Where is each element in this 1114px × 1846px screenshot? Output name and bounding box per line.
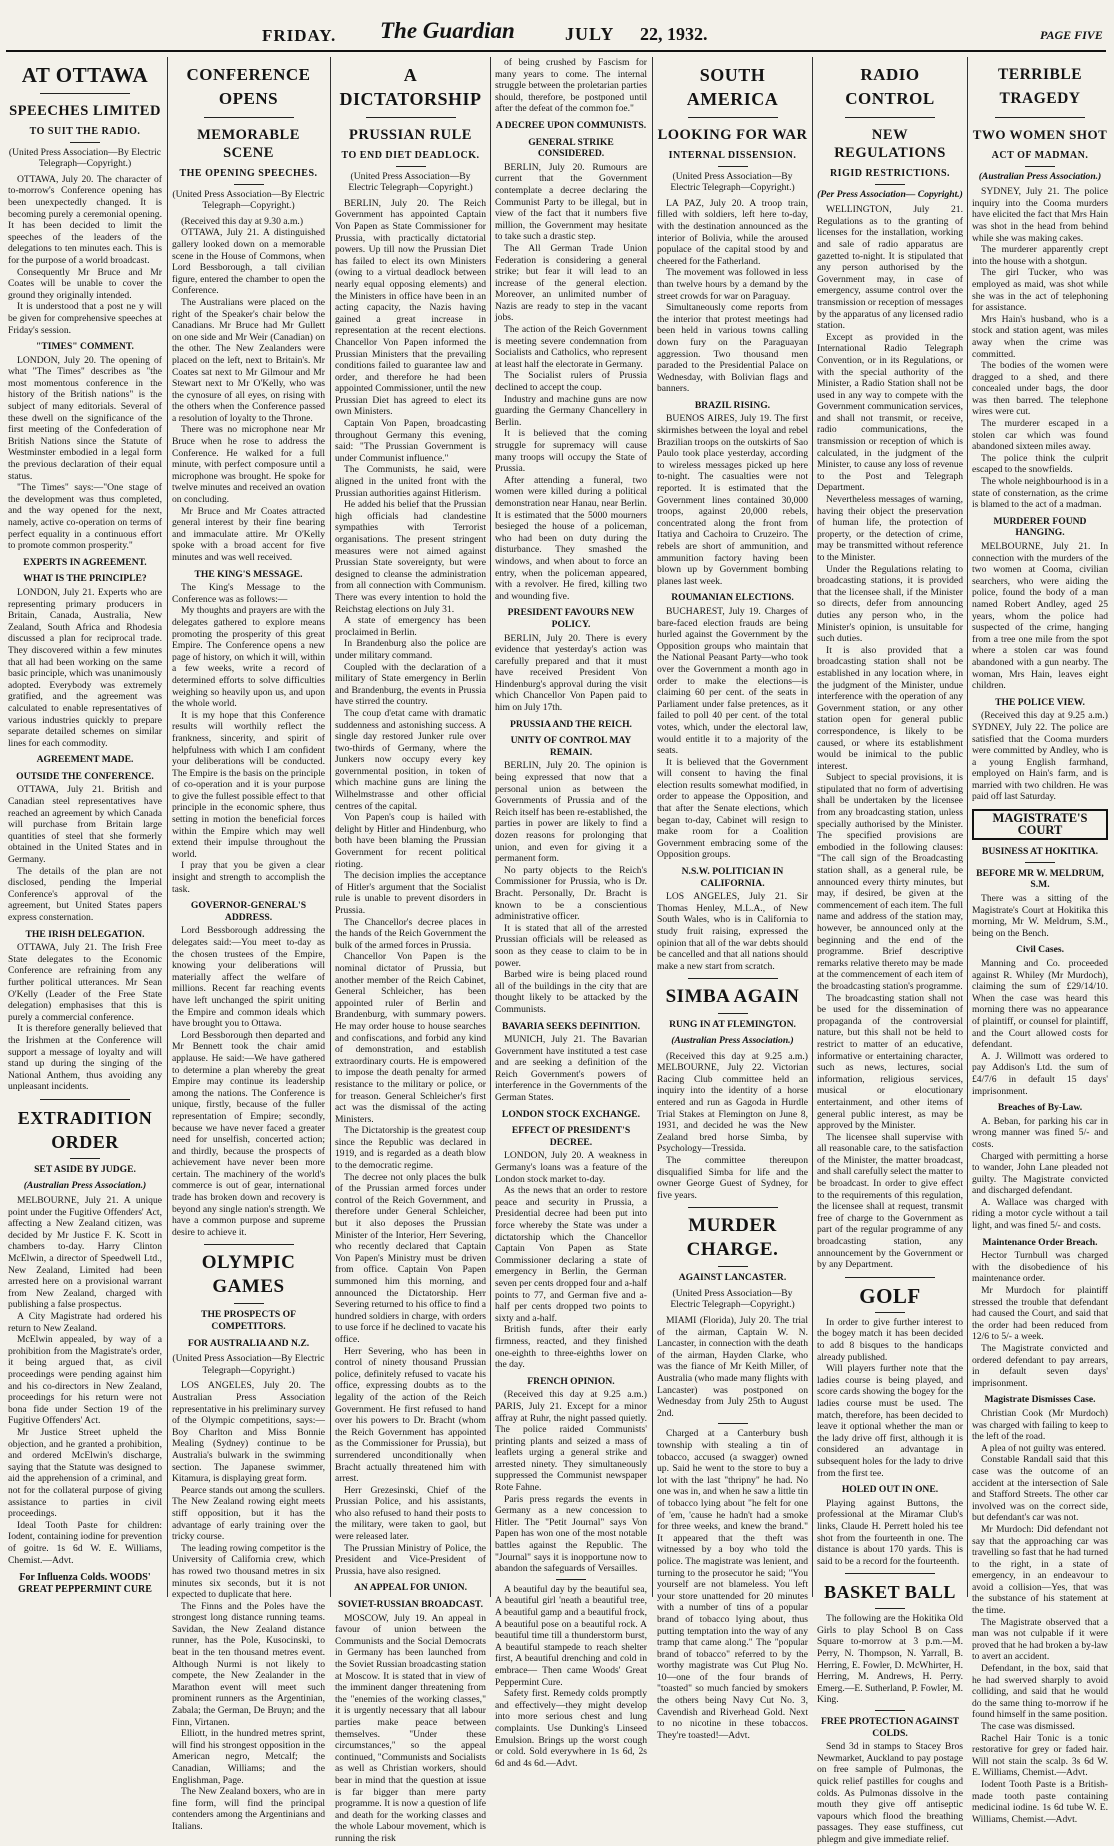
article-paragraph: The following are the Hokitika Old Girls to play School B on Cass Square to-morrow at 3 p.m.—M. Perry, N. Thompson, N. Yarrall, B. Herring, E. Fowler, D. McWhirter, H. Herring, M. Andrews, H. Perry. Emerg.—E. Sutherland, P. Fowler, M. King. [817, 1613, 963, 1706]
article-paragraph: Paris press regards the events in Germany as a new concession to Hitler. The "Petit Journal" says Von Papen has won one of the most notable battles against the Republic. The "Journal" says it is inopportune now to abandon the safeguards of Versailles. [495, 1493, 647, 1575]
divider [845, 1573, 935, 1574]
headline-terrible-tragedy: TERRIBLE TRAGEDY [997, 66, 1083, 107]
article-paragraph: Hector Turnbull was charged with the disobedience of his maintenance order. [972, 1250, 1108, 1285]
article-paragraph: I pray that you be given a clear insight and strength to accomplish the task. [172, 860, 325, 895]
source-line: (Australian Press Association.) [671, 1034, 794, 1046]
subhead: LONDON STOCK EXCHANGE. [501, 1108, 641, 1120]
article-paragraph: BERLIN, July 20. There is every evidence that yesterday's action was carefully prepared and that it must have received President Von Hindenburg's approval during the visit which Chancellor Von Papen paid to him on July 17th. [495, 632, 647, 714]
article-paragraph: The whole neighbourhood is in a state of consternation, as the crime is blamed to the act of a madman. [972, 476, 1108, 511]
subhead: THE OPENING SPEECHES. [179, 168, 318, 179]
divider [688, 978, 778, 979]
divider [718, 1266, 748, 1267]
article-paragraph: Simultaneously come reports from the interior that protest meetings had been held in various towns calling down fury on the Paraguayan aggression. Two thousand men paraded to the Presidential Palace on Wednesday, with Bolivian flags and banners. [657, 302, 808, 395]
article-paragraph: BERLIN, July 20. The Reich Government has appointed Captain Von Papen as State Commissioner for Prussia, with practically dictatorial powers. Up till now the Prussian Diet has failed to elect its own Ministers (owing to a virtual deadlock between nearly equal opposing elements) and the Ministers in office have been in an acting capacity, the Nazis having gained a great increase in representation at the recent elections. Chancellor Von Papen informed the Prussian Ministers that the prevailing conditions failed to guarantee law and order, and therefore he had been appointed Commissioner, until the new Prussian Diet has agreed to elect its own Ministers. [335, 197, 486, 418]
article-paragraph: The committee thereupon disqualified Simba for life and the owner George Guest of Sydney, for five years. [657, 1154, 808, 1201]
divider [995, 117, 1085, 118]
advertisement: Ideal Tooth Paste for children: Iodent, containing iodine for prevention of goitre. 1s 6d W. E. Williams, Chemist.—Advt. [8, 1519, 162, 1566]
article-paragraph: Mr Justice Street upheld the objection, and he granted a prohibition, and ordered McElwin's discharge, saying that the Statute was designed to aid the apprehension of a criminal, and not for the collateral purpose of giving assistance to parties in civil proceedings. [8, 1426, 162, 1520]
article-paragraph: The police think the culprit escaped to the snowfields. [972, 452, 1108, 476]
divider [234, 184, 264, 185]
article-paragraph: Christian Cook (Mr Murdoch) was charged with failing to keep to the left of the road. [972, 1407, 1108, 1443]
article-paragraph: Subject to special provisions, it is stipulated that no form of advertising shall be undertaken by the licensee from any broadcasting station, unless specially authorised by the Minister. The specified provisions are embodied in the following clauses: "The call sign of the Broadcasting station shall, as a general rule, be announced every thirty minutes, but may, if desired, be given at the commencement of each item. The full name and address of the station may, however, be announced only at the beginning and the end of the programme. Brief descriptive remarks relative thereto may be made at the commencement of each item of the broadcasting station's programme. [817, 772, 963, 992]
article-paragraph: MOSCOW, July 19. An appeal in favour of union between the Communists and the Social Democrats in Germany has been launched from the Soviet Russian broadcasting station at Moscow. It is stated that in view of the imminent danger threatening from the "enemies of the working classes," it is urgently necessary that all labour parties make peace between themselves. "Under these circumstances," so the appeal continued, "Communists and Socialists as well as Christian workers, should bear in mind that the question at issue is far bigger than mere party programme. It is now a question of life and death for the working classes and the whole Labour movement, which is running the risk [335, 1612, 486, 1844]
divider [875, 184, 905, 185]
divider [845, 1277, 935, 1278]
source-line: (United Press Association—By Electric Telegraph—Copyright.) [670, 170, 795, 194]
article-paragraph: Herr Severing, who has been in control of ninety thousand Prussian police, definitely refused to vacate his office, expressing doubts as to the legality of the action of the Reich Government. He first refused to hand over his powers to Dr. Bracht (whom the Reich Government has appointed as the Commissioner for Prussia), but surrendered unconditionally when Bracht actually threatened him with arrest. [335, 1345, 486, 1485]
article-paragraph: There was a sitting of the Magistrate's Court at Hokitika this morning, Mr W. Meldrum, S.M., being on the Bench. [972, 893, 1108, 939]
article-paragraph: The decision implies the acceptance of Hitler's argument that the Socialist rule is unable to prevent disorders in Prussia. [335, 870, 486, 916]
headline-extradition-order: EXTRADITION ORDER [17, 1107, 153, 1152]
subhead: GOVERNOR-GENERAL'S ADDRESS. [190, 900, 307, 923]
article-paragraph: It is also provided that a broadcasting station shall not be established in any location where, in the judgment of the Minister, undue interference with the operation of any Government station, or any other station open for general public correspondence, is likely to be caused, or where its establishment would be inimical to the public interest. [817, 644, 963, 772]
article-paragraph: A. Beban, for parking his car in wrong manner was fined 5/- and costs. [972, 1115, 1108, 1150]
subhead: SET ASIDE BY JUDGE. [34, 1163, 136, 1175]
article-paragraph: The Socialist rulers of Prussia declined to accept the coup. [495, 370, 647, 394]
article-paragraph: OTTAWA, July 21. The Irish Free State delegates to the Economic Conference are refraining from any further political utterances. Mr Sean O'Kelly (Leader of the Free State delegation) emphasises that this is purely a commercial conference. [8, 942, 162, 1023]
advertisement: For Influenza Colds. WOODS' GREAT PEPPERMINT CURE [18, 1572, 152, 1595]
subhead: NEW REGULATIONS [834, 127, 946, 161]
column-7 [972, 57, 1108, 1825]
masthead-month: JULY [565, 24, 615, 44]
article-paragraph: Under the Regulations relating to broadcasting stations, it is provided that the licensee shall, if the Minister so directs, defer from announcing duties any person who, in the Minister's opinion, is unsuitable for such duties. [817, 563, 963, 645]
article-paragraph: The Communists, he said, were aligned in the united front with the Prussian authorities against Hitlerism. [335, 464, 486, 499]
divider [875, 1312, 905, 1313]
headline-south-america: SOUTH AMERICA [686, 65, 779, 109]
divider [845, 117, 935, 118]
masthead-day: FRIDAY. [262, 26, 337, 45]
column-1 [8, 57, 162, 1597]
subhead: BRAZIL RISING. [694, 399, 771, 411]
article-paragraph: MELBOURNE, July 21. A unique point under the Fugitive Offenders' Act, affecting a New Zealand citizen, was decided by Mr Justice F. K. Scott in chambers to-day. Harry Clinton McElwin, a director of Speedwell Ltd., New Zealand, Limited had been arrested here on a provisional warrant from New Zealand, charged with publishing a false prospectus. [8, 1195, 162, 1311]
article-paragraph: Captain Von Papen, broadcasting throughout Germany this evening, said: "The Prussian Government is under Communist influence." [335, 418, 486, 464]
divider [1025, 862, 1055, 863]
divider [875, 1710, 905, 1711]
article-paragraph: Manning and Co. proceeded against R. Whiley (Mr Murdoch), claiming the sum of £29/14/10. When the case was heard this morning there was no appearance of plaintiff, or counsel for plaintiff, and the Court allowed costs for defendant. [972, 958, 1108, 1051]
article-paragraph: Coupled with the declaration of a military of State emergency in Berlin and Brandenburg, the events in Prussia have stirred the country. [335, 661, 486, 708]
article-paragraph: Chancellor Von Papen is the nominal dictator of Prussia, but another member of the Reich Cabinet, General Schleicher, has been appointed ruler of Berlin and Brandenburg, with summary powers. He may order house to house searches and confiscations, and forbid any kind of demonstration, and establish extraordinary courts. He is empowered to impose the death penalty for armed resistance to the military or police, or for treason. General Schleicher's first act was the dismissal of the acting Ministers. [335, 951, 486, 1125]
article-paragraph: Lord Bessborough addressing the delegates said:—You meet to-day as the chosen trustees of the Empire, knowing your deliberations will materially affect the welfare of millions. Recent far reaching events have left unchanged the spirit uniting the Empire and common ideals which have brought you to Ottawa. [172, 925, 325, 1030]
divider [40, 1099, 130, 1100]
subhead: TO END DIET DEADLOCK. [341, 150, 480, 161]
article-paragraph: Elliott, in the hundred metres sprint, will find his strongest opposition in the American negro, Metcalf; the Canadian, Williams; and the Englishman, Page. [172, 1728, 325, 1786]
article-paragraph: No party objects to the Reich's Commissioner for Prussia, who is Dr. Bracht. Personally, Dr. Bracht is known to be a conscientious administrative officer. [495, 864, 647, 923]
article-paragraph: MUNICH, July 21. The Bavarian Government have instituted a test case and are seeking a definition of the Reich Government's powers of interference in the Governments of the German States. [495, 1034, 647, 1104]
column-divider [652, 57, 653, 1597]
article-paragraph: Nevertheless messages of warning, having their object the preservation of human life, the protection of property, or the detection of crime, may be transmitted without reference to the Minister. [817, 494, 963, 563]
divider [556, 1579, 586, 1580]
article-paragraph: A. Wallace was charged with riding a motor cycle without a tail light, and was fined 5/- and costs. [972, 1196, 1108, 1232]
article-paragraph: LOS ANGELES, July 21. Sir Thomas Henley, M.L.A., of New South Wales, who is in California to study fruit raising, expressed the opinion that all of the war debts should be cancelled and that all nations should make a new start from scratch. [657, 891, 808, 972]
article-paragraph: The All German Trade Union Federation is considering a general strike; but fear it will lead to an increase of the general election. Moreover, an unlimited number of Nazis are ready to step in the vacant jobs. [495, 242, 647, 324]
subhead: AGAINST LANCASTER. [678, 1272, 787, 1284]
article-paragraph: MIAMI (Florida), July 20. The trial of the airman, Captain W. N. Lancaster, in connection with the death of the airman, Hayden Clarke, who was the fiance of Mr Keith Miller, of Australia (who made many flights with Lancaster) was postponed on Wednesday from July 25th to August 2nd. [657, 1315, 808, 1419]
masthead-newspaper-name: The Guardian [380, 18, 515, 43]
article-paragraph: It is stated that all of the arrested Prussian officials will be released as soon as they cease to claim to be in power. [495, 922, 647, 969]
subhead: ACT OF MADMAN. [991, 150, 1089, 161]
subhead: WHAT IS THE PRINCIPLE? [23, 573, 147, 585]
divider [40, 93, 130, 94]
subhead: PRUSSIA AND THE REICH. [510, 718, 632, 730]
subhead: MURDERER FOUND HANGING. [993, 515, 1087, 539]
headline-magistrates-court: MAGISTRATE'S COURT [972, 809, 1108, 840]
advertisement: Iodent Tooth Paste is a British-made tooth paste containing medicinal iodine. 1s 6d tube W. E. Williams, Chemist.—Advt. [972, 1778, 1108, 1825]
article-paragraph: The action of the Reich Government is meeting severe condemnation from Socialists and Catholics, who represent at least half the electorate in Germany. [495, 324, 647, 370]
divider [718, 1423, 748, 1424]
masthead-rule [6, 50, 1106, 52]
source-line: (United Press Association—By Electric Telegraph—Copyright.) [172, 1353, 325, 1376]
subhead: A DECREE UPON COMMUNISTS. [495, 119, 647, 131]
article-paragraph: SYDNEY, July 21. The police inquiry into the Cooma murders have elicited the fact that Mrs Hain was shot in the head from behind while she was making cakes. [972, 186, 1108, 244]
divider [1025, 166, 1055, 167]
headline-olympic-games: OLYMPIC GAMES [201, 1252, 296, 1298]
headline-at-ottawa: AT OTTAWA [21, 63, 149, 87]
article-paragraph: The girl Tucker, who was employed as maid, was shot while she was in the act of telephoning for assistance. [972, 267, 1108, 314]
subhead: TWO WOMEN SHOT [972, 127, 1108, 142]
divider [396, 166, 426, 167]
subhead: BUSINESS AT HOKITIKA. [981, 846, 1099, 858]
subhead: TO SUIT THE RADIO. [29, 126, 141, 137]
article-paragraph: OTTAWA, July 21. A distinguished gallery looked down on a memorable scene in the House of Commons, when Lord Bessborough, a tall civilian figure, entered the chamber to open the Conference. [172, 227, 325, 297]
headline-a-dictatorship: A DICTATORSHIP [339, 65, 482, 109]
article-paragraph: BUENOS AIRES, July 19. The first skirmishes between the loyal and rebel Brazilian troops on the outskirts of Sao Paulo took place yesterday, according to wireless messages picked up here to-night. The casualties were not reported. It is estimated that the Government lines contained 30,000 troops, against 20,000 rebels, concentrated along the front from Itatiya and Cachoira to Cruzeiro. The rebels are short of ammunition, and ammunition factory having been blown up by Government bombing planes last week. [657, 413, 808, 587]
article-paragraph: A. J. Willmott was ordered to pay Addison's Ltd. the sum of £4/7/6 in default 15 days' imprisonment. [972, 1050, 1108, 1097]
column-divider [167, 57, 168, 1597]
article-paragraph: He added his belief that the Prussian high officials had clandestine sympathies with Terrorist organisations. The present stringent measures were not aimed against Prussian State sovereignty, but were designed to cleanse the administration from all connection with Communism. There was every intention to hold the Reichstag elections on July 31. [335, 499, 486, 615]
article-paragraph: It is my hope that this Conference results will worthily reflect the frankness, sincerity, and spirit of helpfulness with which I am confident your deliberations will be conducted. The Empire is the basis on the principle of co-operation and it is your purpose to give the fullest possible effect to that principle in the economic sphere, thus setting in motion the beneficial forces within the Empire which may well extend their impulse throughout the world. [172, 709, 325, 860]
article-paragraph: The Australians were placed on the right of the Speaker's chair below the Canadians. Mr Bruce had Mr Gullett on one side and Mr Weir (Canadian) on the other. The New Zealanders were placed on the left, next to Britain's. Mr Coates sat next to Mr Gilmour and Mr Stewart next to Mr O'Kelly, who was the cynosure of all eyes, on rising with the others when the Conference passed a resolution of loyalty to the Throne. [172, 296, 325, 424]
article-paragraph: The Magistrate observed that a man was not culpable if it were proved that he had broken a by-law to avert an accident. [972, 1616, 1108, 1663]
article-paragraph: The murderer escaped in a stolen car which was found abandoned sixteen miles away. [972, 418, 1108, 453]
article-paragraph: Von Papen's coup is hailed with delight by Hitler and Hindenburg, who both have been blaming the Prussian Government for recent political rioting. [335, 812, 486, 870]
article-paragraph: Consequently Mr Bruce and Mr Coates will be unable to cover the ground they originally intended. [8, 266, 162, 301]
article-paragraph: LONDON, July 20. The opening of what "The Times" describes as "the most momentous conference in the history of the British nations" is the subject of many editorials. Several of these dwell on the significance of the first meeting of the Confederation of British Nations since the Statute of Westminster embodied in a legal form the previous declaration of their equal status. [8, 354, 162, 482]
article-paragraph: A plea of not guilty was entered. [981, 1442, 1106, 1454]
source-line: (United Press Association—By Electric Telegraph—Copyright.) [8, 146, 162, 170]
subhead: Maintenance Order Breach. [982, 1236, 1098, 1248]
article-paragraph: Mr Bruce and Mr Coates attracted general interest by their fine bearing and immaculate attire. Mr O'Kelly spoke with a broad accent for five minutes and was well received. [172, 505, 325, 563]
article-paragraph: The movement was followed in less than twelve hours by a demand by the street crowds for war on Paraguay. [657, 267, 808, 302]
article-paragraph: LONDON, July 21. Experts who are representing primary producers in Britain, Canada, Australia, New Zealand, South Africa and Rhodesia discussed a plan for reciprocal trade. They discovered within a few minutes that all had been working on the same basic principle, which was unanimously adopted. Everybody was extremely gratified, and the agreement was calculated to enable representatives of various industries quickly to prepare separate detailed schemes on similar lines for each commodity. [8, 586, 162, 749]
article-paragraph: The details of the plan are not disclosed, pending the Imperial Conference's approval of the agreement, but United States papers express consternation. [8, 865, 162, 923]
headline-golf: GOLF [859, 1283, 921, 1308]
article-paragraph: The bodies of the women were dragged to a shed, and there concealed under bags, the door was then barred. The telephone wires were cut. [972, 360, 1108, 418]
headline-conference-opens: CONFERENCE OPENS [186, 65, 311, 108]
divider [718, 1013, 748, 1014]
column-6 [817, 57, 964, 1845]
subhead: EFFECT OF PRESIDENT'S DECREE. [511, 1125, 631, 1148]
article-paragraph: McElwin appealed, by way of a prohibition from the Magistrate's order, it being argued that, as civil proceedings were pending against him and his co-directors in New Zealand, proceedings for his return were not bona fide under Section 19 of the Fugitive Offenders' Act. [8, 1334, 162, 1427]
subhead: BAVARIA SEEKS DEFINITION. [501, 1020, 640, 1032]
divider [366, 117, 456, 118]
article-paragraph: It is therefore generally believed that the Irishmen at the Conference will support a message of loyalty and will stand up during the singing of the National Anthem, thus avoiding any unpleasant incidents. [8, 1023, 162, 1093]
article-paragraph: Constable Randall said that this case was the outcome of an accident at the intersection of Sale and Stafford Streets. The other car involved was on the correct side, but defendant's car was not. [972, 1454, 1108, 1524]
subhead: N.S.W. POLITICIAN IN CALIFORNIA. [681, 866, 784, 889]
divider [204, 1244, 294, 1245]
source-line: (United Press Association—By Electric Telegraph—Copyright.) [172, 188, 325, 212]
subhead: INTERNAL DISSENSION. [668, 150, 797, 161]
subhead: FREE PROTECTION AGAINST COLDS. [820, 1716, 960, 1739]
subhead: THE POLICE VIEW. [995, 696, 1085, 708]
subhead: ROUMANIAN ELECTIONS. [671, 592, 794, 604]
article-paragraph: The Magistrate convicted and ordered defendant to pay arrears, in default seven days' imprisonment. [972, 1343, 1108, 1389]
subhead: AGREEMENT MADE. [36, 754, 134, 766]
subhead: PRUSSIAN RULE [349, 127, 472, 143]
article-paragraph: In Brandenburg also the police are under military command. [335, 638, 486, 661]
article-paragraph: The Chancellor's decree places in the hands of the Reich Government the bulk of the armed forces in Prussia. [335, 916, 486, 951]
headline-simba-again: SIMBA AGAIN [665, 986, 800, 1008]
column-4 [495, 57, 647, 1769]
article-paragraph: The Prussian Ministry of Police, the President and Vice-President of Prussia, have also resigned. [335, 1542, 486, 1577]
article-paragraph: (Received this day at 9.25 a.m.) PARIS, July 21. Except for a minor affray at Ruhr, the night passed quietly. The police raided Communists' printing plants and seized a mass of leaflets urging a general strike and arrested ninety. They simultaneously suppressed the Communist newspaper Rote Fahne. [495, 1389, 647, 1494]
masthead [0, 0, 1114, 52]
article-paragraph: MELBOURNE, July 21. In connection with the murders of the two women at Cooma, civilian searchers, who were aiding the police, found the body of a man named Robert Andley, aged 25 years, whom the police had suspected of the crime, hanging from a tree one mile from the spot where a stolen car was found abandoned with a gun nearby. The woman, Mrs Hain, leaves eight children. [972, 541, 1108, 692]
article-paragraph: As the news that an order to restore peace and security in Prussia, a Presidential decree had been put into force whereby the State was under a dictatorship which the Chancellor Captain Von Papen as State Commissioner declaring a state of emergency in Berlin, the German seven per cents dropped four and a-half points to 77, and German five and a-half per cents dropped two points to sixty and a-half. [495, 1185, 647, 1324]
article-paragraph: Herr Grezesinski, Chief of the Prussian Police, and his assistants, who also refused to hand their posts to the military, were taken to gaol, but were released later. [335, 1484, 486, 1543]
subhead: "TIMES" COMMENT. [36, 341, 134, 353]
divider [204, 117, 294, 118]
subhead: HOLED OUT IN ONE. [841, 1484, 939, 1496]
article-paragraph: A state of emergency has been proclaimed in Berlin. [335, 615, 486, 638]
article-paragraph: My thoughts and prayers are with the delegates gathered to explore means promoting the prosperity of this great Empire. The Conference opens a new page of history, on which it will, within a few weeks, write a record of determined efforts to solve difficulties weighing so heavily upon us, and upon the whole world. [172, 605, 325, 710]
article-paragraph: The decree not only places the bulk of the Prussian armed forces under control of the Reich Government, and therefore under General Schleicher, but it also deposes the Prussian Minister of the Interior, Herr Severing, who recently declared that Captain Von Papen's Ministry must be driven from office. Captain Von Papen summoned him this morning, and announced the Dictatorship. Herr Severing returned to his office to find a hundred soldiers in charge, with orders to use force if he declined to vacate his office. [335, 1171, 486, 1345]
source-line: (Per Press Association— Copyright.) [817, 188, 963, 200]
article-paragraph: Will players further note that the ladies course is being played, and score cards showing the bogey for the ladies course must be used. The match, therefore, has been decided to leave it optional whether the man or the lady drive off first, although it is considered an advantage in subsequent holes for the lady to drive from the first tee. [817, 1363, 963, 1479]
advertisement: Send 3d in stamps to Stacey Bros Newmarket, Auckland to pay postage on free sample of Pulmonas, the quick relief pastilles for coughs and colds. As Pulmonas dissolve in the mouth they give off antiseptic vapours which flood the breathing passages. They ease stuffiness, cut phlegm and give immediate relief. [817, 1741, 963, 1845]
column-divider [967, 57, 968, 1597]
subhead: UNITY OF CONTROL MAY REMAIN. [510, 735, 632, 758]
article-paragraph: After attending a funeral, two women were killed during a political demonstration near Hanau, near Berlin. It is estimated that the 5000 mourners besieged the house of a policeman, who had been on duty during the disturbance. They smashed the windows, and when about to force an entry, when the policeman appeared, with a revolver. He fired, killing two and wounding five. [495, 474, 647, 602]
advertisement: A beautiful day by the beautiful sea, A beautiful girl 'neath a beautiful tree, A beautiful gamp and a beautiful frock, A beautiful pose on a beautiful rock. A beautiful time till a thunderstorm burst, A beautiful stampede to reach shelter first, A beautiful drenching and cold in embrace— Then came Woods' Great Peppermint Cure. [495, 1583, 647, 1688]
column-2 [172, 57, 325, 1832]
subhead: Magistrate Dismisses Case. [984, 1394, 1096, 1406]
article-paragraph: "The Times" says:—"One stage of the development was thus completed, and the way opened for the next, namely, active co-operation on terms of perfect equality in a continuous effort to promote common prosperity." [8, 482, 162, 552]
column-divider [330, 57, 331, 1597]
column-divider [490, 57, 491, 1597]
article-paragraph: (Received this day at 9.25 a.m.) SYDNEY, July 22. The police are satisfied that the Cooma murders were committed by Andley, who is a young English farmhand, employed on Hain's farm, and is married with two children. He was paid off last Saturday. [972, 710, 1108, 803]
headline-murder-charge: MURDER CHARGE. [686, 1215, 779, 1261]
article-paragraph: Barbed wire is being placed round all of the buildings in the city that are thought likely to be attacked by the Communists. [495, 969, 647, 1015]
subhead: PRESIDENT FAVOURS NEW POLICY. [507, 607, 635, 630]
subhead: LOOKING FOR WAR [657, 127, 808, 143]
source-line: (United Press Association—By Electric Telegraph—Copyright.) [348, 170, 473, 194]
article-paragraph: It is believed that the coming struggle for supremacy will cause many troops will occupy the State of Prussia. [495, 428, 647, 475]
subhead: Breaches of By-Law. [997, 1102, 1083, 1114]
column-divider [812, 57, 813, 1597]
article-paragraph: It is believed that the Government will consent to having the final election results somewhat modified, in order to appease the Opposition, and that after the Senate elections, which began to-day, Cabinet will resign to make room for a Coalition Government embracing some of the Opposition groups. [657, 756, 808, 861]
advertisement: Charged at a Canterbury bush township with stealing a tin of tobacco, accused (a swagger) owned up. Said he went to the store to buy a lot with the last "thripny" he had. No one was in, and when he saw a little tin of tobacco lying about "he felt for one of 'em, 'cause he hadn't had a smoke for three weeks, and knew the brand." It appeared that the theft was witnessed by a boy who told the police. The magistrate was lenient, and turning to the prosecutor he said; "You yourself are not blameless. You left your store unattended for 20 minutes with a number of tins of a popular brand of tobacco lying about, thus putting temptation into the way of any tramp that came along." The "popular brand of tobacco" referred to by the worthy magistrate was Cut Plug No. 10—one of the four brands of "toasted" so much fancied by smokers the others being Navy Cut No. 3, Cavendish and Riverhead Gold. Next to no nicotine in these tobaccos. They're toasted!—Advt. [657, 1428, 808, 1741]
subhead: EXPERTS IN AGREEMENT. [23, 556, 147, 568]
divider [875, 1608, 905, 1609]
article-paragraph: LOS ANGELES, July 20. The Australian Press Association representative in his preliminary survey of the Olympic competitions, says:— Boy Charlton and Miss Bonnie Mealing (Sydney) continue to be Australia's bulwark in the swimming section. The Japanese swimmer, Kitamura, is displaying great form. [172, 1380, 325, 1485]
source-line: (United Press Association—By Electric Telegraph—Copyright.) [670, 1287, 795, 1311]
subhead: RIGID RESTRICTIONS. [829, 168, 951, 179]
article-paragraph: BERLIN, July 20. Rumours are current that the Government contemplate a decree declaring the Communist Party to be illegal, but in view of the fact that it numbers five million, the Government may hesitate to take such a drastic step. [495, 161, 647, 243]
subhead: BEFORE MR W. MELDRUM, S.M. [976, 867, 1104, 891]
article-paragraph: WELLINGTON, July 21. Regulations as to the granting of licenses for the installation, working and sale of radio apparatus are gazetted to-night. It is stipulated that any person authorised by the Government may, in case of emergency, assume control over the transmission or reception of messages by the apparatus of any licensed radio station. [817, 204, 964, 332]
article-paragraph: Mrs Hain's husband, who is a stock and station agent, was miles away when the crime was committed. [972, 313, 1108, 360]
masthead-date: 22, 1932. [640, 24, 708, 44]
article-paragraph: The coup d'etat came with dramatic suddenness and astonishing success. A single day restored Junker rule over two-thirds of Germany, where the Junkers now occupy every key governmental position, in token of which machine guns are lining the Wilhelmstrasse and other official centres of the capital. [335, 707, 486, 812]
article-paragraph: The Finns and the Poles have the strongest long distance running teams. Savidan, the New Zealand distance runner, has the Pole, Kusocinski, to beat in the ten thousand metres event. Although Nurmi is not likely to compete, the New Zealander in the Marathon event will meet such prominent runners as the Argentinian, Zabala; the German, De Bruyn; and the Finn, Virtanen. [172, 1600, 325, 1728]
divider [688, 1207, 778, 1208]
article-paragraph: LONDON, July 20. A weakness in Germany's loans was a feature of the London stock market to-day. [495, 1150, 647, 1185]
article-paragraph: The murderer apparently crept into the house with a shotgun. [972, 244, 1108, 267]
article-paragraph: The New Zealand boxers, who are in fine form, will find the principal contenders among the Argentinians and Italians. [172, 1786, 325, 1832]
divider [234, 1303, 264, 1304]
headline-radio-control: RADIO CONTROL [845, 65, 935, 108]
article-paragraph: A City Magistrate had ordered his return to New Zealand. [8, 1311, 162, 1334]
article-paragraph: Mr Murdoch for plaintiff stressed the trouble that defendant had caused the Court, and said that the order had been reduced from 12/6 to 5/- a week. [972, 1285, 1108, 1343]
article-paragraph: Lord Bessborough then departed and Mr Bennett took the chair amid applause. He said:—We have gathered to determine a plan whereby the great Empire may continue its leadership among the nations. The Conference is unique, firstly, because of the fuller representation of Empire; secondly, because we have never faced a greater need for unselfish, concerted action; and thirdly, because the prospects of achievement have never been more certain. The machinery of the world's commerce is out of gear, international trade has broken down and recovery is beyond any single nation's strength. We have a common purpose and supreme desire to achieve it. [172, 1029, 325, 1238]
masthead-page-number: PAGE FIVE [1040, 28, 1103, 42]
article-paragraph: Pearce stands out among the scullers. The New Zealand rowing eight meets stiff opposition, but it has the advantage of early training over the tricky course. [172, 1484, 325, 1543]
subhead: FRENCH OPINION. [527, 1375, 615, 1387]
subhead: RUNG IN AT FLEMINGTON. [669, 1019, 796, 1031]
article-paragraph: In order to give further interest to the bogey match it has been decided to add 8 bisques to the handicaps already published. [817, 1316, 963, 1363]
divider [718, 166, 748, 167]
article-paragraph: Defendant, in the box, said that he had swerved sharply to avoid colliding, and said that he would do the same thing to-morrow if he found himself in the same position. [972, 1663, 1108, 1721]
subhead: THE PROSPECTS OF COMPETITORS. [201, 1309, 296, 1333]
subhead: THE IRISH DELEGATION. [25, 928, 145, 940]
subhead: FOR AUSTRALIA AND N.Z. [187, 1337, 310, 1349]
article-paragraph: The case was dismissed. [981, 1721, 1075, 1732]
article-paragraph: OTTAWA, July 20. The character of to-morrow's Conference opening has been unexpectedly changed. It is becoming purely a ceremonial opening. It has been decided to limit the speeches of the leaders of the delegations to ten minutes each. This is for the purpose of a world broadcast. [8, 173, 162, 266]
divider [688, 117, 778, 118]
article-paragraph: of being crushed by Fascism for many years to come. The internal struggle between the proletarian parties should, therefore, be postponed until after the defeat of the common foe." [495, 57, 647, 115]
article-paragraph: The broadcasting station shall not be used for the dissemination of propaganda of the controversial nature, but this shall not be held to restrict to matter of an educative, informative or entertaining character, such as news, lectures, social information, religious services, musical or elocutionary entertainment, and other items of general public interest, as may be approved by the Minister. [817, 992, 963, 1132]
article-paragraph: The leading rowing competitor is the University of California crew, which has rowed two thousand metres in six minutes six seconds, but it is not expected to duplicate that here. [172, 1542, 325, 1601]
article-paragraph: Industry and machine guns are now guarding the Germany Chancellery in Berlin. [495, 393, 647, 428]
article-paragraph: OTTAWA, July 21. British and Canadian steel representatives have reached an agreement by which Canada will purchase from Britain large quantities of steel that she formerly obtained in the United States and in Germany. [8, 784, 162, 866]
article-paragraph: (Received this day at 9.30 a.m.) [181, 215, 304, 227]
subhead: AN APPEAL FOR UNION. [354, 1582, 467, 1594]
column-5 [657, 57, 808, 1741]
source-line: (Australian Press Association.) [978, 170, 1102, 182]
subhead: SOVIET-RUSSIAN BROADCAST. [337, 1599, 483, 1611]
subhead: THE KING'S MESSAGE. [194, 568, 303, 580]
column-3 [335, 57, 486, 1844]
article-paragraph: It is understood that a post ne y will be given for comprehensive speeches at Friday's session. [8, 301, 162, 336]
divider [70, 142, 100, 143]
article-paragraph: Charged with permitting a horse to wander, John Lane pleaded not guilty. The Magistrate convicted and discharged defendant. [972, 1150, 1108, 1197]
article-paragraph: LA PAZ, July 20. A troop train, filled with soldiers, left here to-day, with the destination announced as the interior of Bolivia, while the aroused populace of the capital stood by and cheered for the Fatherland. [657, 197, 808, 267]
article-paragraph: The licensee shall supervise with all reasonable care, to the satisfaction of the Minister, the matter broadcast, and shall carefully select the matter to be broadcast. In order to give effect to the requirements of this regulation, the licensee shall at request, transmit free of charge to the Government as part of the regular programme of any broadcasting station, any announcement by the Government or by any Department. [817, 1131, 963, 1271]
subhead: OUTSIDE THE CONFERENCE. [16, 770, 154, 782]
divider [70, 1158, 100, 1159]
article-paragraph: The King's Message to the Conference was as follows:— [172, 582, 325, 605]
subhead: Civil Cases. [1016, 944, 1064, 956]
advertisement: Rachel Hair Tonic is a tonic restorative for grey or faded hair. Will not stain the scalp. 3s 6d W. E. Williams, Chemist.—Advt. [972, 1732, 1108, 1779]
article-paragraph: (Received this day at 9.25 a.m.) MELBOURNE, July 22. Victorian Racing Club committee held an inquiry into the identity of a horse entered and run as Gagoda in Hurdle Trial Stakes at Flemington on June 8, 1931, and decided he was the New Zealand bred horse Simba, by Psychology—Tressida. [657, 1050, 808, 1155]
advertisement: Safety first. Remedy colds promptly and effectively—they might develop into more serious chest and lung complaints. Use Dunking's Linseed Emulsion. Brings up the worst cough or cold. Sold everywhere in 1s 6d, 2s 6d and 4s 6d.—Advt. [495, 1688, 647, 1769]
article-paragraph: BERLIN, July 20. The opinion is being expressed that now that a personal union as between the Governments of Prussia and of the Reich itself has been re-established, the parties in power are likely to find a dozen reasons for prolonging that union, and even for giving it a permanent form. [495, 760, 647, 865]
article-paragraph: The Dictatorship is the greatest coup since the Republic was declared in 1919, and is regarded as a death blow to the democratic regime. [335, 1125, 486, 1172]
subhead: SPEECHES LIMITED [9, 103, 161, 119]
article-paragraph: Playing against Buttons, the professional at the Miramar Club's links, Claude H. Perrett holed his tee shot from the fourteenth in one. The distance is about 170 yards. This is said to be a record for the fourteenth. [817, 1497, 963, 1567]
article-paragraph: Except as provided in the International Radio Telegraph Convention, or in its Regulations, or with the special authority of the Minister, a Radio Station shall not be used in any way to compete with the Government communication services, and shall not transmit, or receive, radio communications, the transmission or reception of which is calculated, in the judgment of the Minister, to cause any loss of revenue to the Post and Telegraph Department. [817, 331, 963, 494]
source-line: (Australian Press Association.) [23, 1179, 147, 1191]
article-paragraph: There was no microphone near Mr Bruce when he rose to address the Conference. He walked for a full minute, with perfect composure until a microphone was brought. He spoke for twelve minutes and received an ovation on concluding. [172, 424, 325, 506]
subhead: MEMORABLE SCENE [197, 127, 300, 161]
article-paragraph: BUCHAREST, July 19. Charges of bare-faced election frauds are being hurled against the Government by the Opposition groups who maintain that the National Peasant Party—who took over the Government a month ago in order to make the elections—is claiming 60 per cent. of the seats in Parliament under false pretences, as it failed to poll 40 per cent. of the total votes, which, under the electoral law, would entitle it to a majority of the seats. [657, 605, 808, 757]
subhead: GENERAL STRIKE CONSIDERED. [528, 136, 614, 160]
article-paragraph: Mr Murdoch: Did defendant not say that the approaching car was travelling so fast that he had turned to the right, in a state of emergency, in an endeavour to avoid a collision—Yes, that was the substance of his statement at the time. [972, 1523, 1108, 1617]
article-paragraph: British funds, after their early firmness, reacted, and they finished one-eighth to three-eighths lower on the day. [495, 1324, 647, 1371]
headline-basket-ball: BASKET BALL [824, 1582, 956, 1603]
